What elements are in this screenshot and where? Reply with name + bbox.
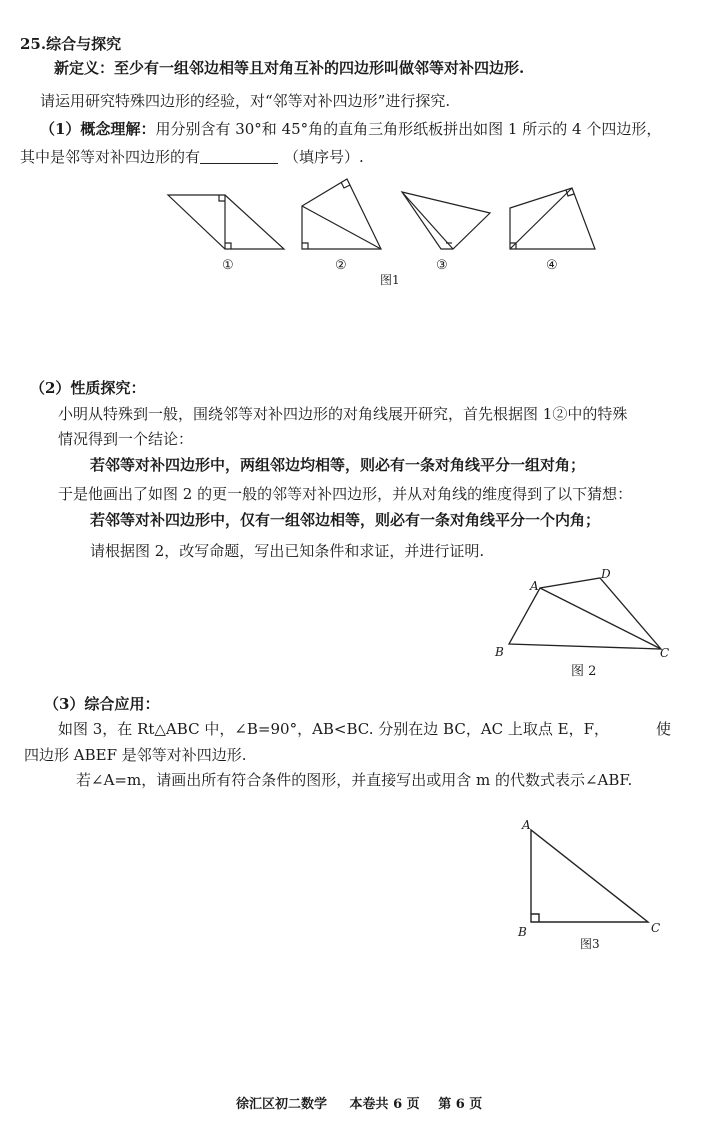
part2-line1: 小明从特殊到一般，围绕邻等对补四边形的对角线展开研究，首先根据图 1②中的特殊 <box>58 405 628 423</box>
part2-label: （2）性质探究： <box>30 379 146 397</box>
part3-line1: 如图 3，在 Rt△ABC 中，∠B=90°，AB<BC. 分别在边 BC，AC 上取点 E，F， <box>58 720 610 738</box>
part3-line3: 若∠A=m，请画出所有符合条件的图形，并直接写出或用含 m 的代数式表示∠ABF. <box>76 771 633 789</box>
footer-total: 本卷共 6 页 <box>349 1097 420 1112</box>
part3-line2: 四边形 ABEF 是邻等对补四边形. <box>24 746 247 764</box>
footer-page: 第 6 页 <box>438 1097 483 1112</box>
fig1-caption: 图1 <box>380 273 400 287</box>
part3-line1-end: 使 <box>656 720 672 738</box>
fig3-label-C: C <box>651 921 661 935</box>
fig2-label-C: C <box>660 646 670 660</box>
fig2-label-D: D <box>601 567 611 581</box>
fig2-label-A: A <box>530 579 539 593</box>
definition-label: 新定义： <box>54 59 115 77</box>
part2-conjecture: 若邻等对补四边形中，仅有一组邻边相等，则必有一条对角线平分一个内角； <box>90 511 601 529</box>
intro-text: 请运用研究特殊四边形的经验，对“邻等对补四边形”进行探究. <box>40 92 451 110</box>
part2-conclusion: 若邻等对补四边形中，两组邻边均相等，则必有一条对角线平分一组对角； <box>90 456 586 474</box>
figure1-quad-2 <box>302 179 381 249</box>
footer-school: 徐汇区初二数学 <box>236 1097 328 1112</box>
fig3-label-A: A <box>522 818 531 832</box>
part2-line4: 请根据图 2，改写命题，写出已知条件和求证，并进行证明. <box>90 542 485 560</box>
footer <box>236 1095 482 1115</box>
part3-label: （3）综合应用： <box>44 695 160 713</box>
fig3-label-B: B <box>518 925 527 939</box>
question-title: 综合与探究 <box>46 35 122 53</box>
question-number: 25. <box>20 35 47 53</box>
part2-line2: 情况得到一个结论： <box>58 430 194 448</box>
fig1-label-3: ③ <box>436 258 448 273</box>
figure1-quad-3 <box>402 192 490 249</box>
definition-text: 至少有一组邻边相等且对角互补的四边形叫做邻等对补四边形. <box>114 59 525 77</box>
part2-line3: 于是他画出了如图 2 的更一般的邻等对补四边形，并从对角线的维度得到了以下猜想： <box>58 485 633 503</box>
part1-text: 用分别含有 30°和 45°角的直角三角形纸板拼出如图 1 所示的 4 个四边形， <box>155 120 662 138</box>
figure1-quad-1 <box>168 195 284 249</box>
part1-line2-a: 其中是邻等对补四边形的有 <box>20 148 201 166</box>
fig1-label-4: ④ <box>546 258 558 273</box>
fig2-caption: 图 2 <box>571 664 597 679</box>
fig1-label-1: ① <box>222 258 234 273</box>
figure3-triangle <box>531 830 648 922</box>
fig1-label-2: ② <box>335 258 347 273</box>
fig2-label-B: B <box>495 645 504 659</box>
fig3-caption: 图3 <box>580 937 600 951</box>
figure1-quad-4 <box>510 188 595 249</box>
part1-line2-b: （填序号）. <box>284 148 364 166</box>
part1-label: （1）概念理解： <box>40 120 156 138</box>
